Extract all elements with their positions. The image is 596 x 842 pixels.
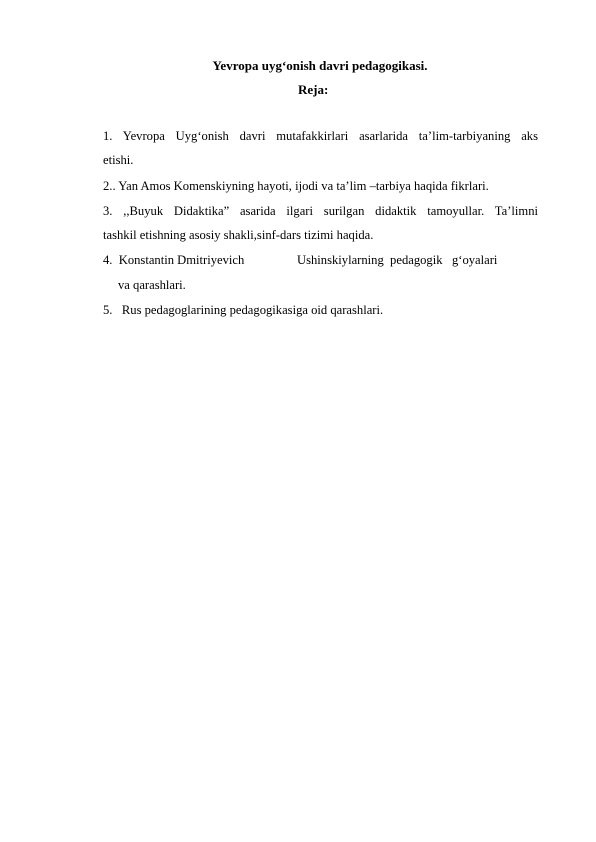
plan-heading: Reja: (298, 82, 329, 97)
plan-item-1-line-2: etishi. (103, 153, 134, 167)
plan-item-4-line-1b: Ushinskiylarning pedagogik g‘oyalari (297, 253, 498, 267)
plan-item-3-line-1: 3. ,,Buyuk Didaktika” asarida ilgari surilgan didaktik tamoyullar. Ta’limni (103, 204, 538, 218)
plan-item-3-line-2: tashkil etishning asosiy shakli,sinf-dars tizimi haqida. (103, 228, 374, 242)
plan-item-4-line-1a: 4. Konstantin Dmitriyevich (103, 253, 245, 267)
plan-item-2-line-1: 2.. Yan Amos Komenskiyning hayoti, ijodi va ta’lim –tarbiya haqida fikrlari. (103, 179, 489, 193)
plan-item-1-line-1: 1. Yevropa Uyg‘onish davri mutafakkirlari asarlarida ta’lim-tarbiyaning aks (103, 129, 538, 143)
plan-item-4-line-2: va qarashlari. (118, 278, 186, 292)
plan-item-5-line-1: 5. Rus pedagoglarining pedagogikasiga oid qarashlari. (103, 303, 384, 317)
document-title: Yevropa uyg‘onish davri pedagogikasi. (212, 58, 428, 73)
